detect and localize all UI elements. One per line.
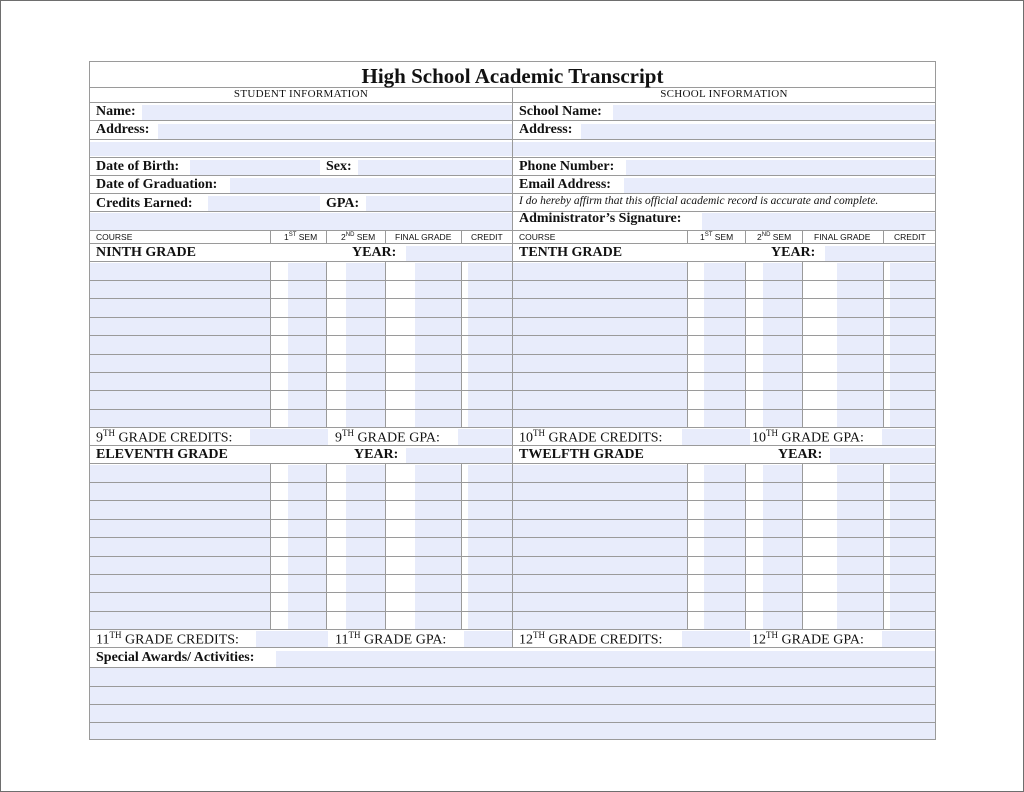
credit-col-header: CREDIT [471,232,503,242]
divider [687,230,688,244]
final-grade-col-header: FINAL GRADE [395,232,452,242]
course-col-header: COURSE [519,232,556,242]
grade-column-field[interactable] [346,465,385,629]
divider [512,87,513,647]
tenth-credits-field[interactable] [682,429,750,446]
affirmation-text: I do hereby affirm that this official academic record is accurate and complete. [519,195,879,207]
divider [687,463,688,629]
gpa-label: GPA: [326,196,360,211]
dob-label: Date of Birth: [96,159,180,174]
grade-column-field[interactable] [346,263,385,428]
student-extra-field[interactable] [90,213,512,230]
divider [270,261,271,427]
eleventh-credits-field[interactable] [256,631,328,648]
phone-label: Phone Number: [519,159,615,174]
grade-column-field[interactable] [468,465,512,629]
divider [326,463,327,629]
divider [802,261,803,427]
tenth-grade-title: TENTH GRADE [519,245,623,260]
year-field[interactable] [825,246,935,262]
signature-field[interactable] [702,213,935,230]
divider [745,261,746,427]
divider [745,230,746,244]
eleventh-gpa-field[interactable] [464,631,512,648]
ninth-gpa-field[interactable] [458,429,512,446]
divider [745,463,746,629]
ninth-gpa-label: 9TH GRADE GPA: [335,428,440,446]
graduation-label: Date of Graduation: [96,177,218,192]
grade-column-field[interactable] [837,263,883,428]
grade-column-field[interactable] [288,263,326,428]
twelfth-gpa-label: 12TH GRADE GPA: [752,630,864,648]
transcript-form [89,61,936,740]
divider [385,463,386,629]
tenth-credits-label: 10TH GRADE CREDITS: [519,428,663,446]
ninth-year-label: YEAR: [352,245,397,260]
grade-column-field[interactable] [90,263,270,428]
phone-field[interactable] [626,160,935,175]
grade-column-field[interactable] [704,465,745,629]
twelfth-credits-label: 12TH GRADE CREDITS: [519,630,663,648]
grade-column-field[interactable] [837,465,883,629]
credits-earned-field[interactable] [208,196,320,211]
ninth-credits-label: 9TH GRADE CREDITS: [96,428,233,446]
grade-column-field[interactable] [415,263,461,428]
grade-column-field[interactable] [890,263,935,428]
divider [90,667,935,668]
student-section-header: STUDENT INFORMATION [233,88,369,100]
awards-label: Special Awards/ Activities: [96,650,255,665]
grade-column-field[interactable] [513,263,687,428]
gpa-field[interactable] [366,196,512,211]
school-section-header: SCHOOL INFORMATION [660,88,788,100]
divider [270,230,271,244]
year-field[interactable] [830,448,935,464]
year-field[interactable] [406,246,512,262]
grade-column-field[interactable] [415,465,461,629]
divider [461,261,462,427]
eleventh-grade-title: ELEVENTH GRADE [96,447,228,462]
school-address-line2-field[interactable] [513,142,935,156]
sem1-col-header: 1ST SEM [284,232,318,242]
student-address-line2-field[interactable] [90,142,512,156]
divider [326,230,327,244]
name-field[interactable] [142,105,512,120]
credits-earned-label: Credits Earned: [96,196,193,211]
divider [385,230,386,244]
tenth-year-label: YEAR: [771,245,816,260]
divider [461,463,462,629]
divider [385,261,386,427]
sem2-col-header: 2ND SEM [757,232,792,242]
sem2-col-header: 2ND SEM [341,232,376,242]
dob-field[interactable] [190,160,320,175]
school-name-field[interactable] [613,105,935,120]
credit-col-header: CREDIT [894,232,926,242]
divider [802,230,803,244]
divider [270,463,271,629]
grade-column-field[interactable] [704,263,745,428]
final-grade-col-header: FINAL GRADE [814,232,871,242]
grade-column-field[interactable] [513,465,687,629]
twelfth-credits-field[interactable] [682,631,750,648]
divider [90,704,935,705]
grade-column-field[interactable] [90,465,270,629]
eleventh-gpa-label: 11TH GRADE GPA: [335,630,447,648]
twelfth-gpa-field[interactable] [882,631,935,648]
awards-field[interactable] [276,651,935,667]
twelfth-grade-title: TWELFTH GRADE [519,447,644,462]
name-label: Name: [96,104,136,119]
divider [883,230,884,244]
divider [883,261,884,427]
form-title: High School Academic Transcript [361,64,664,88]
divider [326,261,327,427]
twelfth-year-label: YEAR: [778,447,823,462]
ninth-credits-field[interactable] [250,429,328,446]
sem1-col-header: 1ST SEM [700,232,734,242]
year-field[interactable] [406,448,512,464]
divider [90,722,935,723]
eleventh-year-label: YEAR: [354,447,399,462]
divider [802,463,803,629]
grade-column-field[interactable] [890,465,935,629]
grade-column-field[interactable] [288,465,326,629]
divider [687,261,688,427]
tenth-gpa-label: 10TH GRADE GPA: [752,428,864,446]
divider [461,230,462,244]
grade-column-field[interactable] [468,263,512,428]
divider [90,686,935,687]
tenth-gpa-field[interactable] [882,429,935,446]
course-col-header: COURSE [96,232,133,242]
grade-column-field[interactable] [763,263,802,428]
ninth-grade-title: NINTH GRADE [96,245,196,260]
email-label: Email Address: [519,177,611,192]
sex-field[interactable] [358,160,512,175]
school-address-field[interactable] [581,124,935,139]
signature-label: Administrator’s Signature: [519,211,682,226]
student-address-field[interactable] [158,124,512,139]
grade-column-field[interactable] [763,465,802,629]
school-name-label: School Name: [519,104,602,119]
email-field[interactable] [624,178,935,193]
student-address-label: Address: [96,122,150,137]
school-address-label: Address: [519,122,573,137]
eleventh-credits-label: 11TH GRADE CREDITS: [96,630,239,648]
sex-label: Sex: [326,159,352,174]
graduation-field[interactable] [230,178,512,193]
divider [883,463,884,629]
